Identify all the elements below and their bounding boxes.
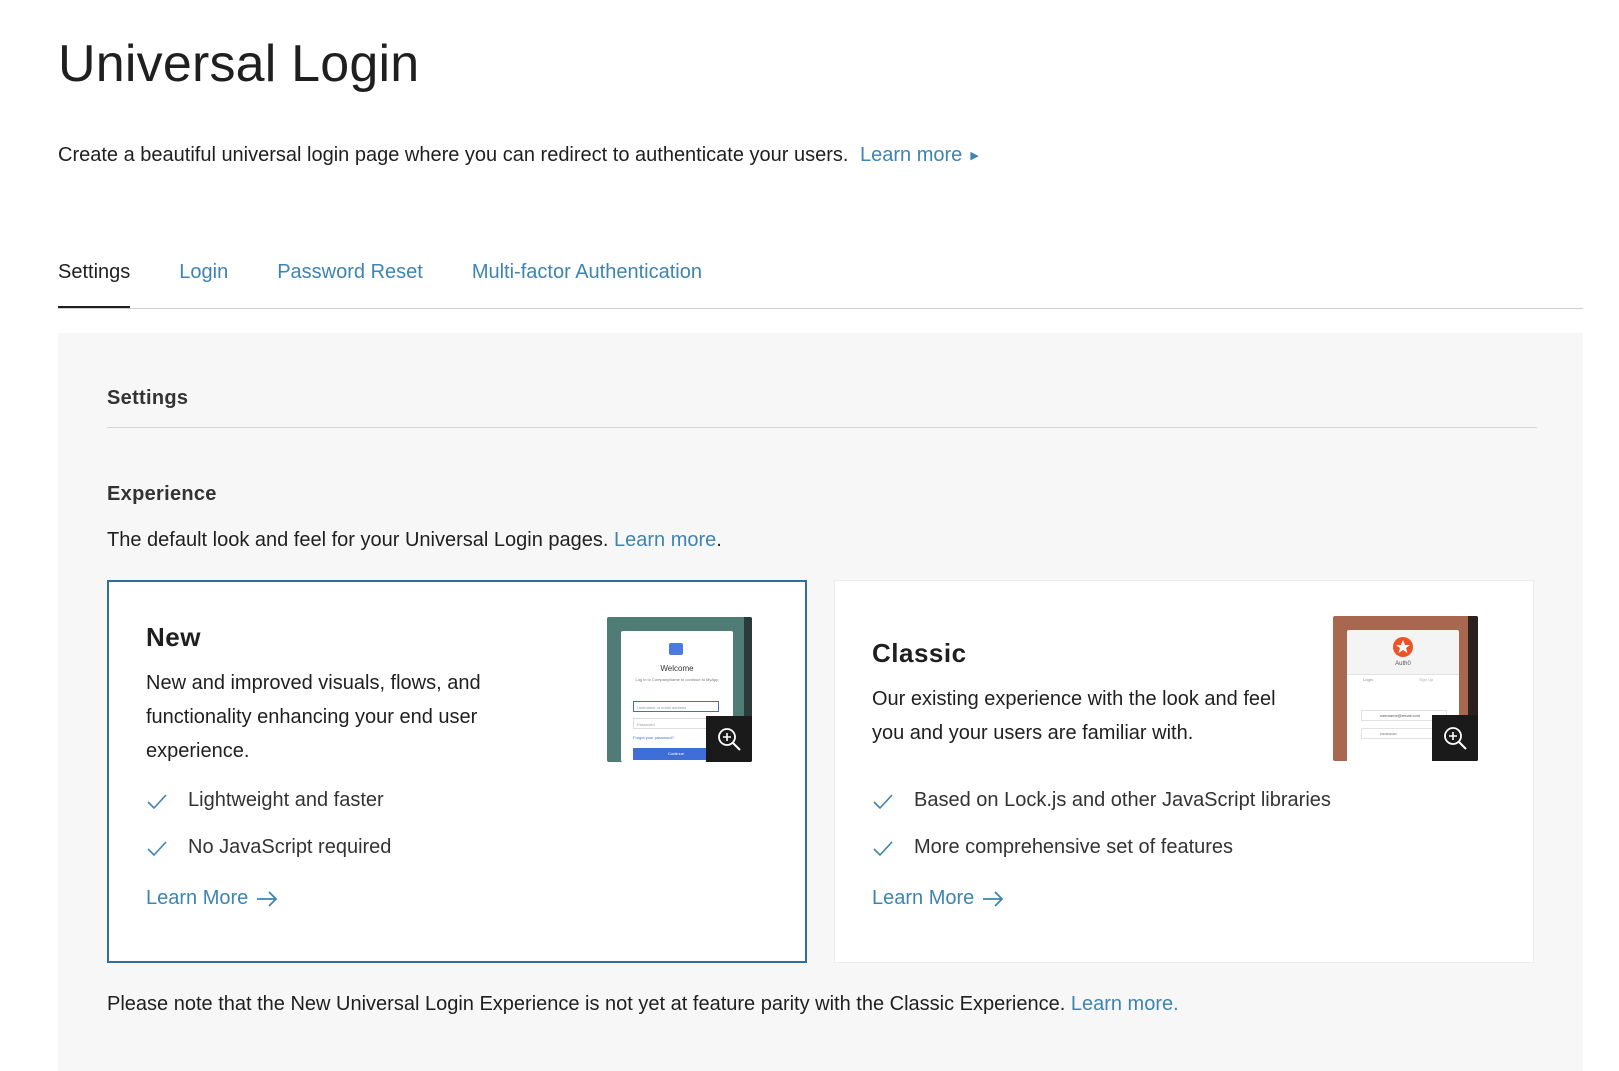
preview-tab-login: Login (1363, 677, 1373, 682)
preview-continue-button: Continue (633, 748, 719, 760)
new-learn-more-link[interactable]: Learn More (146, 887, 278, 910)
tab-multi-factor-authentication[interactable]: Multi-factor Authentication (471, 261, 702, 283)
tab-login[interactable]: Login (179, 261, 229, 283)
auth0-logo-icon (1392, 636, 1414, 658)
arrow-right-icon (982, 891, 1004, 907)
experience-title: Experience (107, 483, 217, 505)
experience-desc-period: . (716, 529, 722, 551)
experience-learn-more-link[interactable]: Learn more (613, 529, 717, 551)
preview-email-field: Username or email address (633, 701, 719, 712)
feature-text: More comprehensive set of features (914, 836, 1234, 858)
parity-note-text: Please note that the New Universal Login Experience is not yet at feature parity with the Classic Experience. (107, 993, 1066, 1015)
zoom-in-icon (716, 726, 742, 752)
card-title: Classic (872, 638, 967, 668)
zoom-in-button[interactable] (1432, 715, 1478, 761)
tab-settings[interactable]: Settings (58, 250, 130, 308)
parity-learn-more-link[interactable]: Learn more. (1070, 993, 1179, 1015)
preview-password-field: •••••••••••• (1361, 728, 1447, 739)
preview-brand-text: Auth0 (1395, 661, 1411, 667)
settings-panel (58, 333, 1583, 1071)
preview-logo (669, 643, 683, 655)
preview-forgot-link: Forgot your password? (633, 735, 674, 740)
tab-bar (58, 250, 1583, 309)
section-title: Settings (107, 387, 189, 409)
preview-email-field: username@email.com (1361, 710, 1447, 721)
classic-learn-more-link[interactable]: Learn More (872, 887, 1004, 910)
page-subtitle (58, 144, 979, 167)
experience-desc-text: The default look and feel for your Universal Login pages. (107, 529, 609, 551)
card-title: New (146, 622, 201, 652)
feature-text: No JavaScript required (188, 836, 392, 858)
feature-item (146, 836, 391, 859)
check-icon (146, 790, 168, 812)
preview-password-field: Password (633, 718, 719, 729)
card-description: Our existing experience with the look and feel you and your users are familiar with. (872, 688, 1276, 744)
tab-password-reset[interactable]: Password Reset (277, 261, 423, 283)
check-icon (146, 837, 168, 859)
experience-card-classic[interactable] (834, 580, 1534, 963)
feature-item (146, 789, 384, 812)
section-divider (107, 427, 1537, 428)
feature-item (872, 836, 1233, 859)
parity-note (107, 993, 1179, 1016)
arrow-right-icon (256, 891, 278, 907)
subtitle-text: Create a beautiful universal login page where you can redirect to authenticate your users. (58, 144, 849, 166)
new-experience-preview[interactable] (607, 617, 752, 762)
preview-subtext: Log in to CompanyName to continue to MyApp (635, 677, 719, 682)
feature-text: Lightweight and faster (188, 789, 384, 811)
zoom-in-icon (1442, 725, 1468, 751)
zoom-in-button[interactable] (706, 716, 752, 762)
card-description: New and improved visuals, flows, and functionality enhancing your end user experience. (146, 672, 481, 762)
page-title: Universal Login (58, 35, 420, 93)
preview-tab-signup: Sign Up (1419, 677, 1434, 682)
classic-experience-preview[interactable] (1333, 616, 1478, 761)
subtitle-learn-more-link[interactable]: Learn more ▶ (860, 144, 979, 166)
experience-card-new[interactable] (107, 580, 807, 963)
feature-text: Based on Lock.js and other JavaScript libraries (914, 789, 1331, 811)
check-icon (872, 837, 894, 859)
check-icon (872, 790, 894, 812)
preview-welcome-text: Welcome (660, 664, 694, 673)
triangle-right-icon: ▶ (970, 150, 979, 162)
experience-description (107, 529, 722, 552)
feature-item (872, 789, 1331, 812)
